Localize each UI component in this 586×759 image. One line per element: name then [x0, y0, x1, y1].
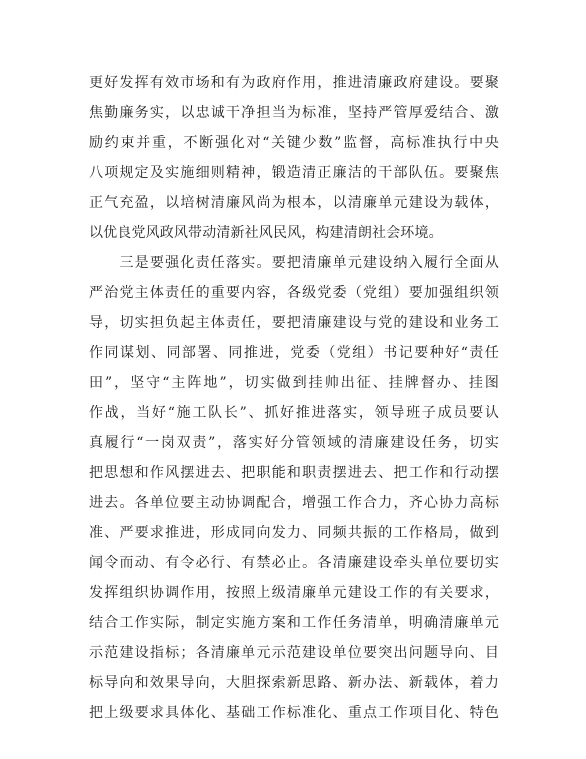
text-line: 田”，坚守“主阵地”，切实做到挂帅出征、挂牌督办、挂图: [89, 375, 499, 391]
document-body: [89, 68, 499, 728]
text-line: 导，切实担负起主体责任，要把清廉建设与党的建设和业务工: [89, 315, 499, 331]
text-line: 发挥组织协调作用，按照上级清廉单元建设工作的有关要求，: [89, 585, 499, 601]
text-line: 八项规定及实施细则精神，锻造清正廉洁的干部队伍。要聚焦: [89, 165, 499, 181]
text-line: 闻令而动、有令必行、有禁必止。各清廉建设牵头单位要切实: [89, 555, 499, 571]
text-line: 把上级要求具体化、基础工作标准化、重点工作项目化、特色: [89, 705, 499, 721]
text-line: 更好发挥有效市场和有为政府作用，推进清廉政府建设。要聚: [89, 75, 499, 91]
text-line: 严治党主体责任的重要内容，各级党委（党组）要加强组织领: [89, 285, 499, 301]
text-line: 进去。各单位要主动协调配合，增强工作合力，齐心协力高标: [89, 495, 499, 511]
text-line: 标导向和效果导向，大胆探索新思路、新办法、新载体，着力: [89, 675, 499, 691]
text-line: 真履行“一岗双责”，落实好分管领域的清廉建设任务，切实: [89, 435, 499, 451]
text-line: 准、严要求推进，形成同向发力、同频共振的工作格局，做到: [89, 525, 499, 541]
text-line: 把思想和作风摆进去、把职能和职责摆进去、把工作和行动摆: [89, 465, 499, 481]
text-line: 励约束并重，不断强化对“关键少数”监督，高标准执行中央: [89, 135, 499, 151]
paragraph-start-line: 三是要强化责任落实。要把清廉单元建设纳入履行全面从: [89, 255, 499, 271]
text-line: 以优良党风政风带动清新社风民风，构建清朗社会环境。: [89, 225, 443, 241]
text-line: 作同谋划、同部署、同推进，党委（党组）书记要种好“责任: [89, 345, 499, 361]
text-line: 正气充盈，以培树清廉风尚为根本，以清廉单元建设为载体，: [89, 195, 499, 211]
text-line: 焦勤廉务实，以忠诚干净担当为标准，坚持严管厚爱结合、激: [89, 105, 499, 121]
text-line: 示范建设指标；各清廉单元示范建设单位要突出问题导向、目: [89, 645, 499, 661]
text-line: 作战，当好“施工队长”、抓好推进落实，领导班子成员要认: [89, 405, 499, 421]
text-line: 结合工作实际，制定实施方案和工作任务清单，明确清廉单元: [89, 615, 499, 631]
